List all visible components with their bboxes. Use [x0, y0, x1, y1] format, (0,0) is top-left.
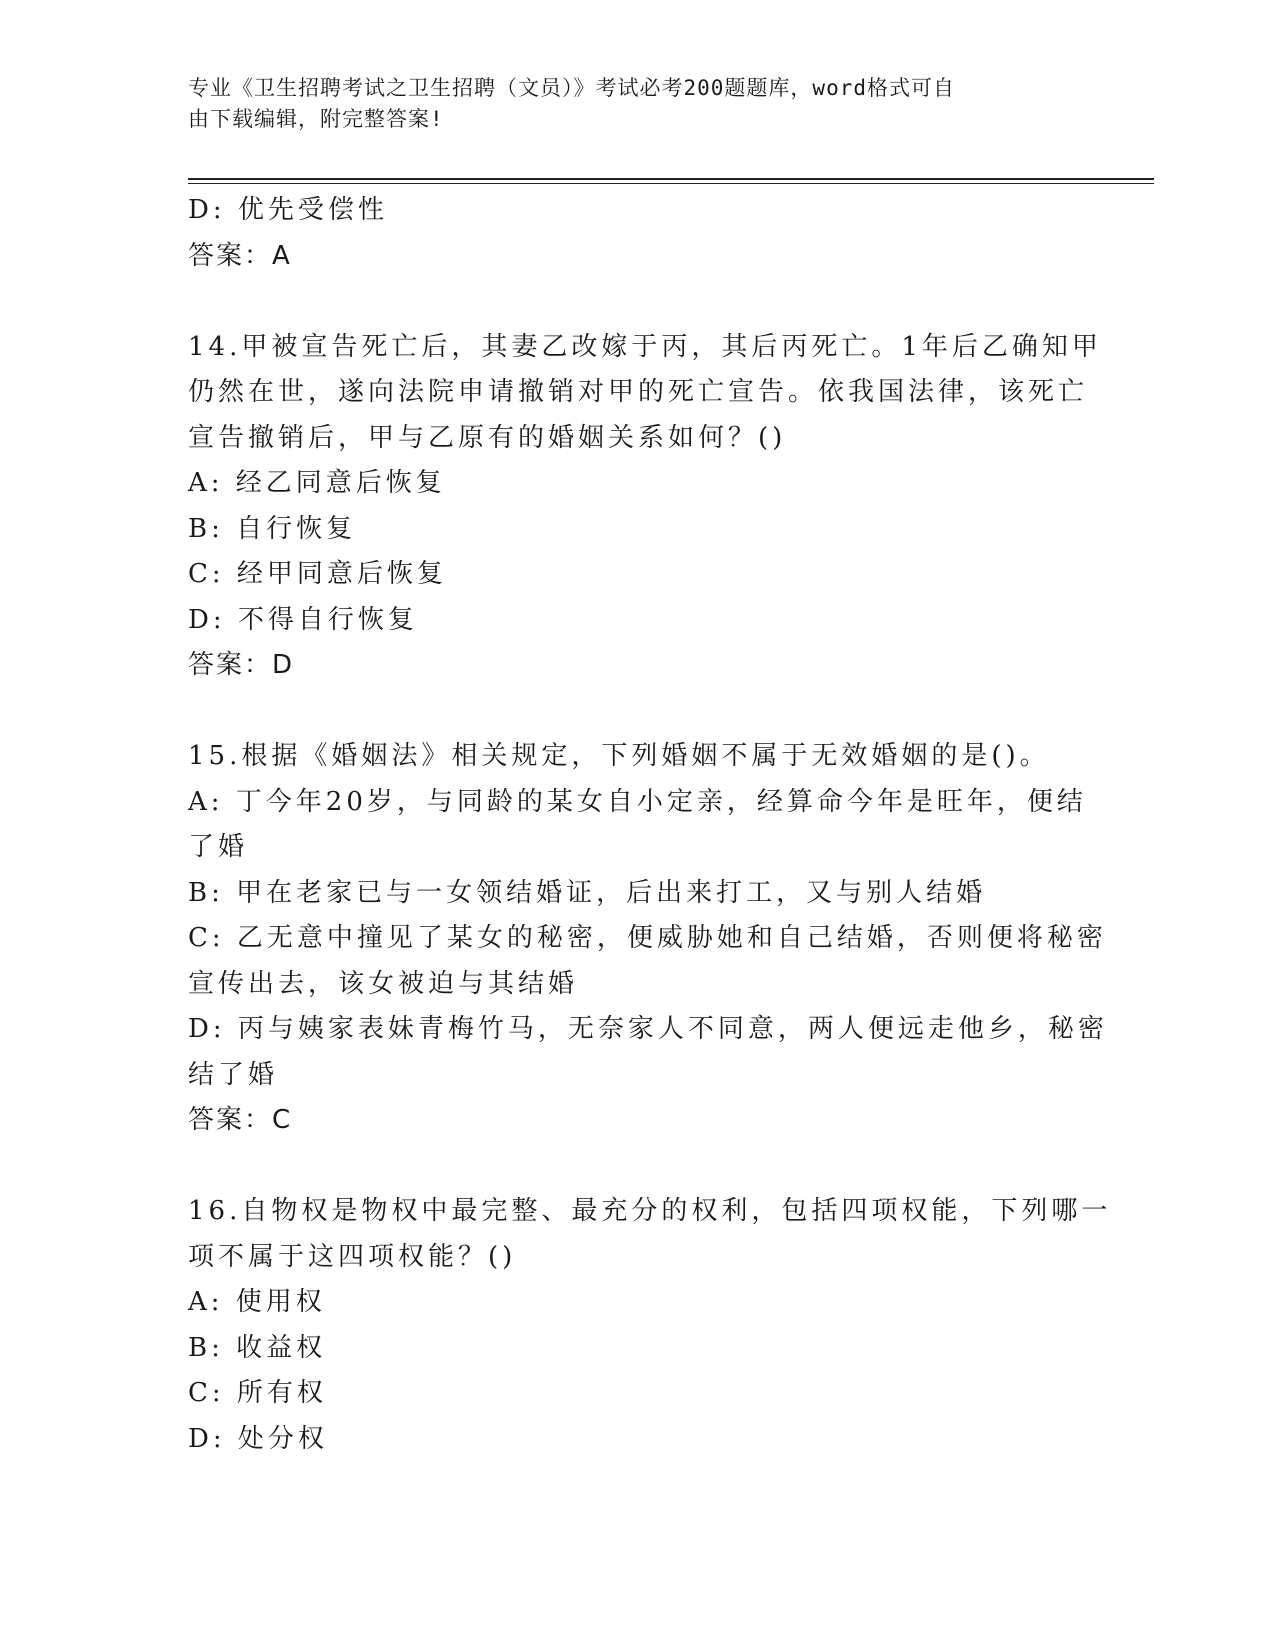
- header-line-1: 专业《卫生招聘考试之卫生招聘（文员）》考试必考200题题库，word格式可自: [188, 76, 955, 100]
- document-body: [188, 188, 1112, 1462]
- option-c-continued: 宣传出去，该女被迫与其结婚: [188, 968, 579, 999]
- option-d: D: 优先受偿性: [188, 195, 388, 225]
- option-a: A: 使用权: [188, 1287, 326, 1317]
- answer-line: 答案：C: [188, 1105, 293, 1135]
- option-d: D: 不得自行恢复: [188, 604, 418, 635]
- header-line-2: 由下载编辑，附完整答案!: [188, 107, 444, 131]
- answer-line: 答案：D: [188, 650, 295, 680]
- option-d: D: 处分权: [188, 1423, 328, 1454]
- option-a: A: 丁今年20岁，与同龄的某女自小定亲，经算命今年是旺年，便结: [188, 786, 1087, 817]
- option-b: B: 收益权: [188, 1332, 327, 1363]
- question-text-line: 15.根据《婚姻法》相关规定，下列婚姻不属于无效婚姻的是()。: [188, 741, 1050, 771]
- question-text-line: 宣告撤销后，甲与乙原有的婚姻关系如何？(): [188, 422, 787, 453]
- question-text-line: 仍然在世，遂向法院申请撤销对甲的死亡宣告。依我国法律，该死亡: [188, 377, 1089, 407]
- option-d: D: 丙与姨家表妹青梅竹马，无奈家人不同意，两人便远走他乡，秘密: [188, 1014, 1108, 1044]
- carryover-block: [188, 188, 1088, 279]
- question-15: [188, 734, 1108, 1144]
- option-b: B: 自行恢复: [188, 513, 357, 544]
- document-header: [188, 73, 1088, 135]
- option-c: C: 所有权: [188, 1378, 327, 1408]
- header-rule-thin: [188, 183, 1154, 184]
- option-c: C: 乙无意中撞见了某女的秘密，便威胁她和自己结婚，否则便将秘密: [188, 923, 1107, 953]
- question-16: [188, 1189, 1112, 1462]
- option-a: A: 经乙同意后恢复: [188, 468, 446, 498]
- option-d-continued: 结了婚: [188, 1059, 279, 1090]
- option-a-continued: 了婚: [188, 832, 249, 862]
- header-rule-thick: [188, 178, 1154, 180]
- option-b: B: 甲在老家已与一女领结婚证，后出来打工，又与别人结婚: [188, 877, 987, 908]
- question-text-line: 16.自物权是物权中最完整、最充分的权利，包括四项权能，下列哪一: [188, 1196, 1112, 1226]
- question-text-line: 14.甲被宣告死亡后，其妻乙改嫁于丙，其后丙死亡。1年后乙确知甲: [188, 331, 1102, 362]
- question-14: [188, 325, 1102, 689]
- option-c: C: 经甲同意后恢复: [188, 559, 447, 589]
- question-text-line: 项不属于这四项权能？(): [188, 1241, 517, 1272]
- answer-line: 答案：A: [188, 240, 292, 271]
